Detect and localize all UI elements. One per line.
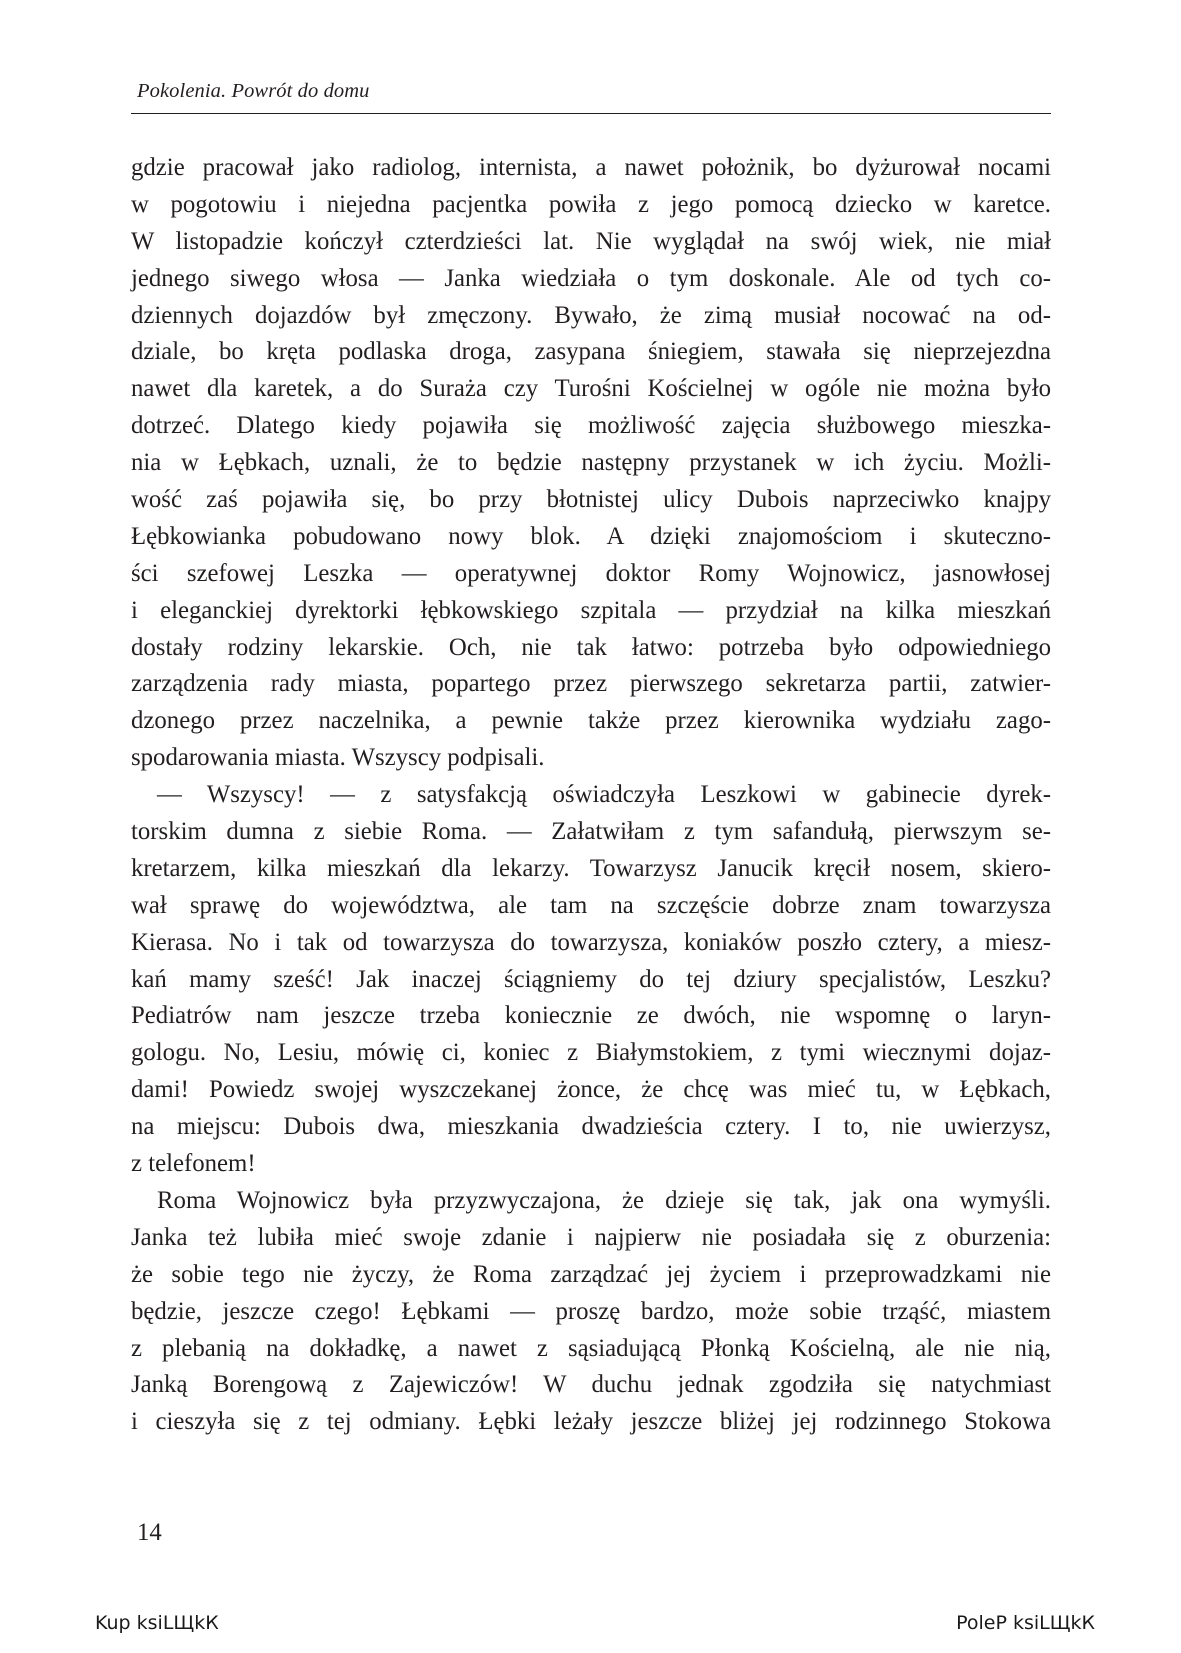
- text-line: że sobie tego nie życzy, że Roma zarządzać jej życiem i przeprowadzkami nie: [131, 1260, 1051, 1288]
- recommend-book-link[interactable]: PoleР ksiLЩkК: [956, 1612, 1095, 1634]
- text-line: ści szefowej Leszka — operatywnej doktor Romy Wojnowicz, jasnowłosej: [131, 559, 1051, 587]
- text-line: wał sprawę do województwa, ale tam na szczęście dobrze znam towarzysza: [131, 891, 1051, 919]
- text-line: będzie, jeszcze czego! Łębkami — proszę bardzo, może sobie trząść, miastem: [131, 1297, 1051, 1325]
- text-line: dotrzeć. Dlatego kiedy pojawiła się możliwość zajęcia służbowego mieszka-: [131, 412, 1051, 440]
- text-line: w pogotowiu i niejedna pacjentka powiła z jego pomocą dziecko w karetce.: [131, 190, 1051, 218]
- text-line: dami! Powiedz swojej wyszczekanej żonce, że chcę was mieć tu, w Łębkach,: [131, 1076, 1051, 1104]
- text-line: i cieszyła się z tej odmiany. Łębki leżały jeszcze bliżej jej rodzinnego Stokowa: [131, 1408, 1051, 1436]
- body-text: [131, 150, 1051, 1441]
- text-line: — Wszyscy! — z satysfakcją oświadczyła Leszkowi w gabinecie dyrek-: [157, 781, 1051, 809]
- text-line: torskim dumna z siebie Roma. — Załatwiłam z tym safandułą, pierwszym se-: [131, 818, 1051, 846]
- text-line: spodarowania miasta. Wszyscy podpisali.: [131, 744, 545, 772]
- text-line: Kierasa. No i tak od towarzysza do towarzysza, koniaków poszło cztery, a miesz-: [131, 928, 1051, 956]
- page-number: 14: [137, 1519, 162, 1546]
- running-title: Pokolenia. Powrót do domu: [137, 80, 370, 102]
- text-line: gologu. No, Lesiu, mówię ci, koniec z Białymstokiem, z tymi wiecznymi dojaz-: [131, 1039, 1051, 1067]
- header-rule: [131, 113, 1051, 114]
- text-line: W listopadzie kończył czterdzieści lat. Nie wyglądał na swój wiek, nie miał: [131, 227, 1051, 255]
- text-line: Janką Borengową z Zajewiczów! W duchu jednak zgodziła się natychmiast: [131, 1371, 1051, 1399]
- text-line: dziennych dojazdów był zmęczony. Bywało, że zimą musiał nocować na od-: [131, 301, 1051, 329]
- text-line: na miejscu: Dubois dwa, mieszkania dwadzieścia cztery. I to, nie uwierzysz,: [131, 1113, 1051, 1141]
- text-line: z telefonem!: [131, 1150, 256, 1178]
- buy-book-link[interactable]: Kup ksiLЩkК: [95, 1612, 219, 1634]
- text-line: kań mamy sześć! Jak inaczej ściągniemy do tej dziury specjalistów, Leszku?: [131, 965, 1051, 993]
- text-line: Roma Wojnowicz była przyzwyczajona, że dzieje się tak, jak ona wymyśli.: [157, 1186, 1051, 1214]
- text-line: i eleganckiej dyrektorki łębkowskiego szpitala — przydział na kilka mieszkań: [131, 596, 1051, 624]
- text-line: kretarzem, kilka mieszkań dla lekarzy. Towarzysz Janucik kręcił nosem, skiero-: [131, 854, 1051, 882]
- text-line: Janka też lubiła mieć swoje zdanie i najpierw nie posiadała się z oburzenia:: [131, 1223, 1051, 1251]
- text-line: nawet dla karetek, a do Suraża czy Turośni Kościelnej w ogóle nie można było: [131, 375, 1051, 403]
- text-line: Pediatrów nam jeszcze trzeba koniecznie ze dwóch, nie wspomnę o laryn-: [131, 1002, 1051, 1030]
- text-line: Łębkowianka pobudowano nowy blok. A dzięki znajomościom i skuteczno-: [131, 522, 1051, 550]
- text-line: wość zaś pojawiła się, bo przy błotnistej ulicy Dubois naprzeciwko knajpy: [131, 486, 1051, 514]
- text-line: nia w Łębkach, uznali, że to będzie następny przystanek w ich życiu. Możli-: [131, 449, 1051, 477]
- text-line: z plebanią na dokładkę, a nawet z sąsiadującą Płonką Kościelną, ale nie nią,: [131, 1334, 1051, 1362]
- text-line: gdzie pracował jako radiolog, internista, a nawet położnik, bo dyżurował nocami: [131, 154, 1051, 181]
- text-line: dzonego przez naczelnika, a pewnie także przez kierownika wydziału zago-: [131, 707, 1051, 735]
- text-line: dostały rodziny lekarskie. Och, nie tak łatwo: potrzeba było odpowiedniego: [131, 633, 1051, 661]
- text-line: zarządzenia rady miasta, popartego przez pierwszego sekretarza partii, zatwier-: [131, 670, 1051, 698]
- text-line: jednego siwego włosa — Janka wiedziała o tym doskonale. Ale od tych co-: [131, 264, 1051, 292]
- text-line: dziale, bo kręta podlaska droga, zasypana śniegiem, stawała się nieprzejezdna: [131, 338, 1051, 366]
